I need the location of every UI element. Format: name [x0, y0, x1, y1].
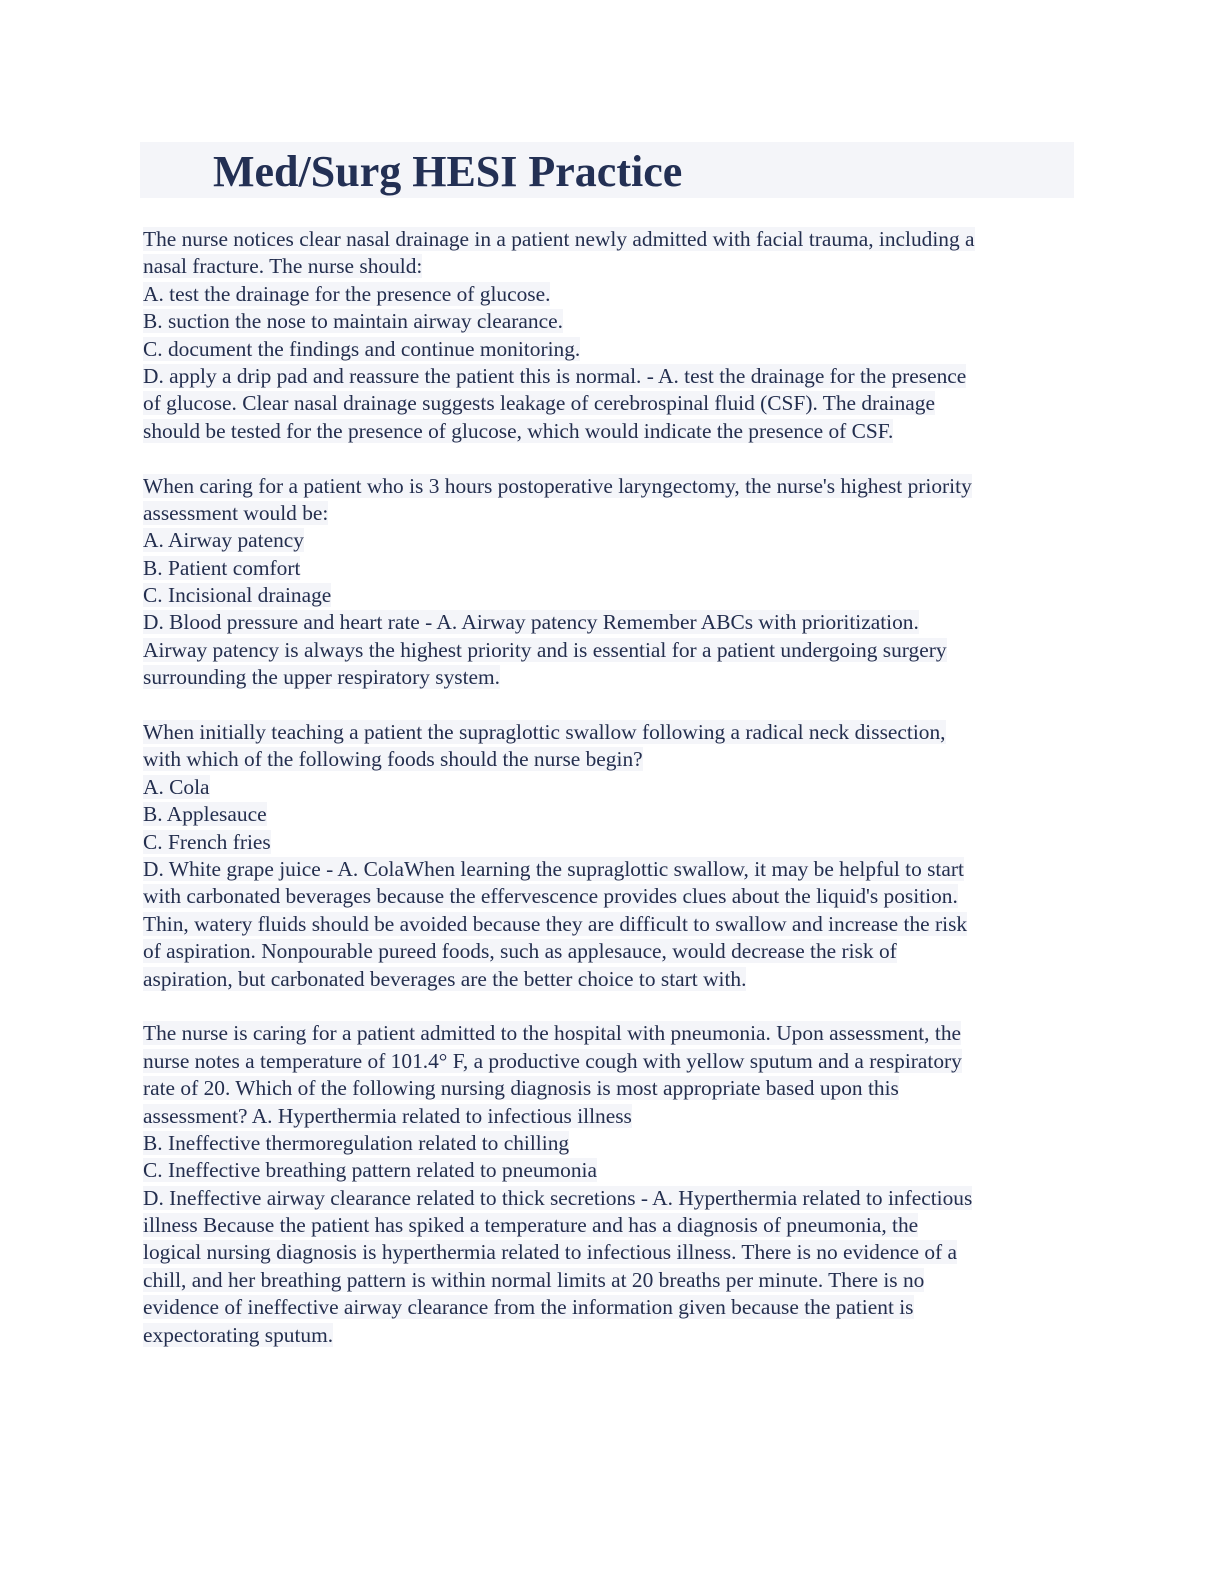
- text-line-content: D. Blood pressure and heart rate - A. Airway patency Remember ABCs with prioritization.: [143, 610, 919, 635]
- text-line: [143, 801, 1073, 828]
- text-line-content: should be tested for the presence of glucose, which would indicate the presence of CSF.: [143, 418, 894, 443]
- text-line: [143, 1294, 1073, 1321]
- text-line: [143, 719, 1073, 746]
- text-line: [143, 1212, 1073, 1239]
- text-line: [143, 1239, 1073, 1266]
- text-line-content: of aspiration. Nonpourable pureed foods, such as applesauce, would decrease the risk of: [143, 939, 897, 964]
- text-line-content: nasal fracture. The nurse should:: [143, 254, 423, 279]
- question-block: [143, 473, 1073, 692]
- text-line: [143, 1103, 1073, 1130]
- text-line-content: logical nursing diagnosis is hyperthermia related to infectious illness. There is no evidence of a: [143, 1240, 958, 1265]
- text-line: [143, 883, 1073, 910]
- text-line: [143, 253, 1073, 280]
- question-block: [143, 1020, 1073, 1349]
- text-line: [143, 829, 1073, 856]
- text-line: [143, 500, 1073, 527]
- title-bar: [140, 142, 1074, 198]
- text-line: [143, 1020, 1073, 1047]
- text-line-content: with which of the following foods should the nurse begin?: [143, 747, 643, 772]
- text-line: [143, 911, 1073, 938]
- text-line: [143, 1130, 1073, 1157]
- text-line: [143, 1075, 1073, 1102]
- text-line-content: D. apply a drip pad and reassure the patient this is normal. - A. test the drainage for the presence: [143, 363, 967, 388]
- text-line: [143, 418, 1073, 445]
- text-line: [143, 1185, 1073, 1212]
- text-line-content: nurse notes a temperature of 101.4° F, a productive cough with yellow sputum and a respiratory: [143, 1048, 962, 1073]
- text-line-content: C. French fries: [143, 829, 271, 854]
- text-line: [143, 527, 1073, 554]
- text-line: [143, 938, 1073, 965]
- text-line: [143, 308, 1073, 335]
- text-line-content: A. Cola: [143, 774, 210, 799]
- text-line-content: The nurse is caring for a patient admitted to the hospital with pneumonia. Upon assessment, the: [143, 1021, 962, 1046]
- text-line: [143, 473, 1073, 500]
- text-line-content: evidence of ineffective airway clearance from the information given because the patient is: [143, 1295, 914, 1320]
- text-line: [143, 1322, 1073, 1349]
- question-block: [143, 226, 1073, 445]
- text-line: [143, 390, 1073, 417]
- text-line-content: expectorating sputum.: [143, 1322, 334, 1347]
- text-line-content: D. Ineffective airway clearance related to thick secretions - A. Hyperthermia related to infectious: [143, 1185, 973, 1210]
- text-line-content: C. document the findings and continue monitoring.: [143, 336, 581, 361]
- text-line-content: B. Patient comfort: [143, 555, 301, 580]
- text-line-content: B. suction the nose to maintain airway clearance.: [143, 309, 563, 334]
- text-line: [143, 609, 1073, 636]
- text-line: [143, 336, 1073, 363]
- text-line-content: The nurse notices clear nasal drainage in a patient newly admitted with facial trauma, including a: [143, 227, 975, 251]
- text-line: [143, 774, 1073, 801]
- text-line-content: B. Ineffective thermoregulation related to chilling: [143, 1130, 570, 1155]
- text-line-content: aspiration, but carbonated beverages are the better choice to start with.: [143, 966, 747, 991]
- text-line-content: When caring for a patient who is 3 hours postoperative laryngectomy, the nurse's highest priority: [143, 473, 972, 498]
- text-line-content: A. Airway patency: [143, 528, 304, 553]
- text-line: [143, 363, 1073, 390]
- text-line: [143, 1048, 1073, 1075]
- text-line-content: C. Ineffective breathing pattern related to pneumonia: [143, 1158, 597, 1183]
- text-line: [143, 1267, 1073, 1294]
- text-line: [143, 966, 1073, 993]
- document-body: [143, 226, 1073, 1349]
- text-line: [143, 1157, 1073, 1184]
- text-line-content: rate of 20. Which of the following nursing diagnosis is most appropriate based upon this: [143, 1076, 899, 1101]
- text-line: [143, 281, 1073, 308]
- text-line-content: C. Incisional drainage: [143, 583, 332, 608]
- text-line: [143, 856, 1073, 883]
- text-line-content: Thin, watery fluids should be avoided because they are difficult to swallow and increase the risk: [143, 911, 968, 936]
- text-line-content: assessment would be:: [143, 500, 329, 525]
- text-line: [143, 664, 1073, 691]
- text-line-content: D. White grape juice - A. ColaWhen learning the supraglottic swallow, it may be helpful to start: [143, 856, 964, 881]
- text-line-content: When initially teaching a patient the supraglottic swallow following a radical neck dissection,: [143, 720, 946, 745]
- question-block: [143, 719, 1073, 993]
- text-line-content: with carbonated beverages because the effervescence provides clues about the liquid's position.: [143, 884, 958, 909]
- text-line-content: Airway patency is always the highest priority and is essential for a patient undergoing surgery: [143, 637, 947, 662]
- text-line: [143, 226, 1073, 253]
- text-line: [143, 555, 1073, 582]
- text-line-content: surrounding the upper respiratory system.: [143, 665, 501, 690]
- text-line-content: B. Applesauce: [143, 802, 267, 827]
- page-title: Med/Surg HESI Practice: [213, 147, 683, 196]
- text-line-content: A. test the drainage for the presence of glucose.: [143, 281, 551, 306]
- text-line: [143, 746, 1073, 773]
- text-line-content: chill, and her breathing pattern is within normal limits at 20 breaths per minute. There is no: [143, 1267, 925, 1292]
- text-line-content: illness Because the patient has spiked a temperature and has a diagnosis of pneumonia, the: [143, 1213, 919, 1238]
- text-line-content: of glucose. Clear nasal drainage suggests leakage of cerebrospinal fluid (CSF). The drainage: [143, 391, 935, 416]
- text-line: [143, 582, 1073, 609]
- text-line: [143, 637, 1073, 664]
- text-line-content: assessment? A. Hyperthermia related to infectious illness: [143, 1103, 632, 1128]
